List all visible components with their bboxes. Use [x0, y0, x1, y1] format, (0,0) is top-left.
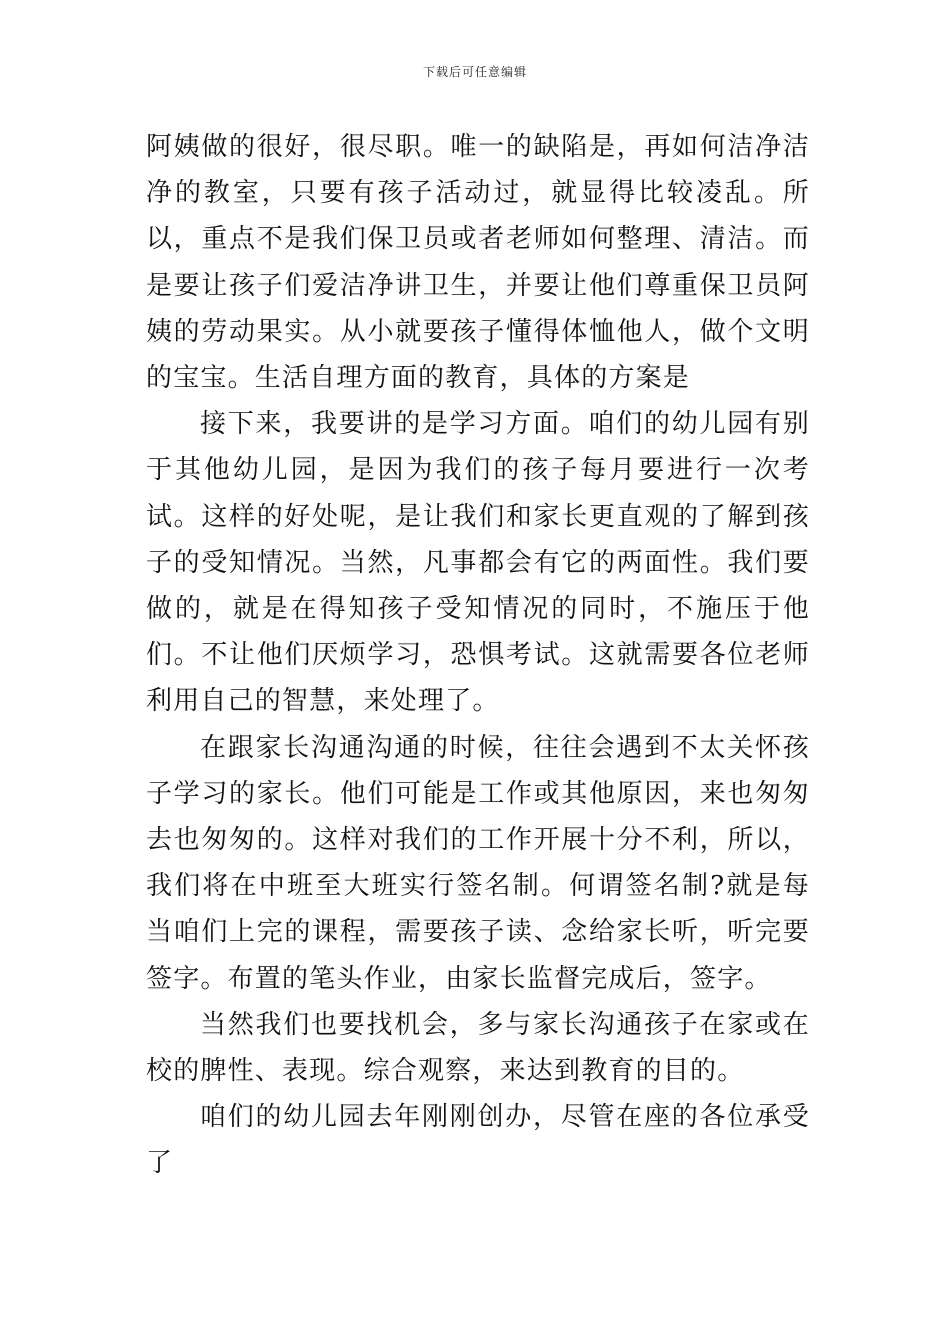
paragraph-5: 咱们的幼儿园去年刚刚创办，尽管在座的各位承受了 [146, 1102, 810, 1179]
page-header: 下载后可任意编辑 [422, 65, 527, 79]
paragraph-3: 在跟家长沟通沟通的时候，往往会遇到不太关怀孩子学习的家长。他们可能是工作或其他原因，来也匆匆去也匆匆的。这样对我们的工作开展十分不利，所以，我们将在中班至大班实行签名制。何谓签名制?就是每当咱们上完的课程，需要孩子读、念给家长听，听完要签字。布置的笔头作业，由家长监督完成后，签字。 [146, 732, 810, 994]
paragraph-1: 阿姨做的很好，很尽职。唯一的缺陷是，再如何洁净洁净的教室，只要有孩子活动过，就显得比较凌乱。所以，重点不是我们保卫员或者老师如何整理、清洁。而是要让孩子们爱洁净讲卫生，并要让他们尊重保卫员阿姨的劳动果实。从小就要孩子懂得体恤他人，做个文明的宝宝。生活自理方面的教育，具体的方案是 [146, 132, 810, 394]
paragraph-2: 接下来，我要讲的是学习方面。咱们的幼儿园有别于其他幼儿园，是因为我们的孩子每月要进行一次考试。这样的好处呢，是让我们和家长更直观的了解到孩子的受知情况。当然，凡事都会有它的两面性。我们要做的，就是在得知孩子受知情况的同时，不施压于他们。不让他们厌烦学习，恐惧考试。这就需要各位老师利用自己的智慧，来处理了。 [146, 409, 810, 717]
document-body [146, 124, 810, 1187]
paragraph-4: 当然我们也要找机会，多与家长沟通孩子在家或在校的脾性、表现。综合观察，来达到教育的目的。 [146, 1009, 810, 1087]
